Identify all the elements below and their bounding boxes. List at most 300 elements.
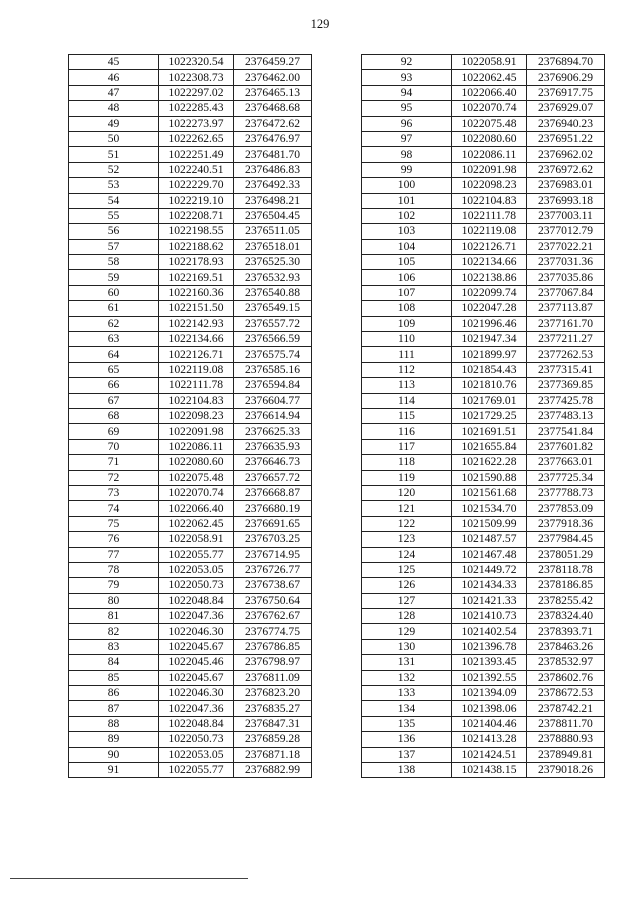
point-number-cell: 126 — [362, 578, 452, 593]
y-coordinate-cell: 2376575.74 — [234, 347, 312, 362]
point-number-cell: 110 — [362, 332, 452, 347]
table-row — [69, 639, 312, 654]
x-coordinate-cell: 1022138.86 — [452, 270, 527, 285]
x-coordinate-cell: 1021509.99 — [452, 516, 527, 531]
y-coordinate-cell: 2378742.21 — [527, 701, 605, 716]
point-number-cell: 98 — [362, 147, 452, 162]
point-number-cell: 122 — [362, 516, 452, 531]
point-number-cell: 80 — [69, 593, 159, 608]
x-coordinate-cell: 1022119.08 — [159, 362, 234, 377]
x-coordinate-cell: 1022178.93 — [159, 255, 234, 270]
y-coordinate-cell: 2377918.36 — [527, 516, 605, 531]
x-coordinate-cell: 1022045.46 — [159, 655, 234, 670]
table-row — [69, 224, 312, 239]
point-number-cell: 135 — [362, 716, 452, 731]
x-coordinate-cell: 1021487.57 — [452, 532, 527, 547]
x-coordinate-cell: 1021404.46 — [452, 716, 527, 731]
table-row — [362, 362, 605, 377]
y-coordinate-cell: 2376835.27 — [234, 701, 312, 716]
y-coordinate-cell: 2377035.86 — [527, 270, 605, 285]
y-coordinate-cell: 2376498.21 — [234, 193, 312, 208]
y-coordinate-cell: 2378811.70 — [527, 716, 605, 731]
y-coordinate-cell: 2376540.88 — [234, 285, 312, 300]
table-row — [69, 609, 312, 624]
y-coordinate-cell: 2376504.45 — [234, 208, 312, 223]
point-number-cell: 60 — [69, 285, 159, 300]
table-row — [69, 701, 312, 716]
table-row — [362, 624, 605, 639]
x-coordinate-cell: 1022098.23 — [452, 178, 527, 193]
x-coordinate-cell: 1022126.71 — [452, 239, 527, 254]
point-number-cell: 91 — [69, 762, 159, 777]
point-number-cell: 65 — [69, 362, 159, 377]
table-row — [362, 131, 605, 146]
x-coordinate-cell: 1021396.78 — [452, 639, 527, 654]
coordinates-table-left — [68, 54, 312, 778]
x-coordinate-cell: 1022080.60 — [159, 455, 234, 470]
table-row — [362, 193, 605, 208]
table-row — [69, 101, 312, 116]
table-row — [362, 285, 605, 300]
y-coordinate-cell: 2376798.97 — [234, 655, 312, 670]
table-row — [362, 639, 605, 654]
point-number-cell: 85 — [69, 670, 159, 685]
point-number-cell: 83 — [69, 639, 159, 654]
table-row — [69, 408, 312, 423]
point-number-cell: 47 — [69, 85, 159, 100]
table-row — [69, 301, 312, 316]
x-coordinate-cell: 1021622.28 — [452, 455, 527, 470]
y-coordinate-cell: 2377012.79 — [527, 224, 605, 239]
point-number-cell: 119 — [362, 470, 452, 485]
table-row — [69, 455, 312, 470]
point-number-cell: 102 — [362, 208, 452, 223]
x-coordinate-cell: 1022075.48 — [452, 116, 527, 131]
point-number-cell: 73 — [69, 485, 159, 500]
point-number-cell: 86 — [69, 686, 159, 701]
table-row — [69, 439, 312, 454]
x-coordinate-cell: 1022066.40 — [452, 85, 527, 100]
table-row — [69, 178, 312, 193]
point-number-cell: 116 — [362, 424, 452, 439]
x-coordinate-cell: 1022104.83 — [452, 193, 527, 208]
point-number-cell: 51 — [69, 147, 159, 162]
table-row — [69, 162, 312, 177]
x-coordinate-cell: 1022262.65 — [159, 131, 234, 146]
point-number-cell: 118 — [362, 455, 452, 470]
y-coordinate-cell: 2376750.64 — [234, 593, 312, 608]
x-coordinate-cell: 1022047.28 — [452, 301, 527, 316]
y-coordinate-cell: 2376871.18 — [234, 747, 312, 762]
y-coordinate-cell: 2376929.07 — [527, 101, 605, 116]
x-coordinate-cell: 1021947.34 — [452, 332, 527, 347]
point-number-cell: 127 — [362, 593, 452, 608]
y-coordinate-cell: 2376472.62 — [234, 116, 312, 131]
y-coordinate-cell: 2376481.70 — [234, 147, 312, 162]
x-coordinate-cell: 1021434.33 — [452, 578, 527, 593]
table-row — [69, 393, 312, 408]
x-coordinate-cell: 1022058.91 — [452, 55, 527, 70]
x-coordinate-cell: 1021561.68 — [452, 485, 527, 500]
y-coordinate-cell: 2376614.94 — [234, 408, 312, 423]
point-number-cell: 79 — [69, 578, 159, 593]
y-coordinate-cell: 2376823.20 — [234, 686, 312, 701]
table-row — [69, 55, 312, 70]
x-coordinate-cell: 1022050.73 — [159, 578, 234, 593]
x-coordinate-cell: 1022098.23 — [159, 408, 234, 423]
y-coordinate-cell: 2377788.73 — [527, 485, 605, 500]
x-coordinate-cell: 1021393.45 — [452, 655, 527, 670]
y-coordinate-cell: 2377161.70 — [527, 316, 605, 331]
table-row — [69, 716, 312, 731]
point-number-cell: 136 — [362, 732, 452, 747]
point-number-cell: 52 — [69, 162, 159, 177]
y-coordinate-cell: 2376847.31 — [234, 716, 312, 731]
point-number-cell: 72 — [69, 470, 159, 485]
y-coordinate-cell: 2377425.78 — [527, 393, 605, 408]
y-coordinate-cell: 2377663.01 — [527, 455, 605, 470]
point-number-cell: 121 — [362, 501, 452, 516]
point-number-cell: 108 — [362, 301, 452, 316]
x-coordinate-cell: 1022046.30 — [159, 686, 234, 701]
x-coordinate-cell: 1021394.09 — [452, 686, 527, 701]
table-row — [362, 501, 605, 516]
x-coordinate-cell: 1022169.51 — [159, 270, 234, 285]
x-coordinate-cell: 1022086.11 — [452, 147, 527, 162]
point-number-cell: 69 — [69, 424, 159, 439]
point-number-cell: 99 — [362, 162, 452, 177]
point-number-cell: 111 — [362, 347, 452, 362]
x-coordinate-cell: 1022048.84 — [159, 716, 234, 731]
x-coordinate-cell: 1022091.98 — [452, 162, 527, 177]
x-coordinate-cell: 1022055.77 — [159, 762, 234, 777]
table-row — [69, 255, 312, 270]
table-row — [362, 562, 605, 577]
y-coordinate-cell: 2377031.36 — [527, 255, 605, 270]
y-coordinate-cell: 2378602.76 — [527, 670, 605, 685]
point-number-cell: 112 — [362, 362, 452, 377]
point-number-cell: 49 — [69, 116, 159, 131]
point-number-cell: 117 — [362, 439, 452, 454]
x-coordinate-cell: 1022240.51 — [159, 162, 234, 177]
x-coordinate-cell: 1022047.36 — [159, 701, 234, 716]
table-row — [362, 747, 605, 762]
y-coordinate-cell: 2377262.53 — [527, 347, 605, 362]
table-row — [69, 501, 312, 516]
table-row — [69, 578, 312, 593]
point-number-cell: 128 — [362, 609, 452, 624]
y-coordinate-cell: 2376518.01 — [234, 239, 312, 254]
x-coordinate-cell: 1022273.97 — [159, 116, 234, 131]
point-number-cell: 124 — [362, 547, 452, 562]
table-row — [69, 285, 312, 300]
table-row — [69, 532, 312, 547]
y-coordinate-cell: 2378186.85 — [527, 578, 605, 593]
x-coordinate-cell: 1022070.74 — [159, 485, 234, 500]
x-coordinate-cell: 1022119.08 — [452, 224, 527, 239]
table-row — [69, 270, 312, 285]
table-row — [362, 455, 605, 470]
point-number-cell: 90 — [69, 747, 159, 762]
y-coordinate-cell: 2376459.27 — [234, 55, 312, 70]
y-coordinate-cell: 2377725.34 — [527, 470, 605, 485]
point-number-cell: 123 — [362, 532, 452, 547]
table-row — [362, 116, 605, 131]
table-row — [362, 701, 605, 716]
point-number-cell: 62 — [69, 316, 159, 331]
y-coordinate-cell: 2376604.77 — [234, 393, 312, 408]
point-number-cell: 68 — [69, 408, 159, 423]
x-coordinate-cell: 1022160.36 — [159, 285, 234, 300]
x-coordinate-cell: 1022308.73 — [159, 70, 234, 85]
point-number-cell: 114 — [362, 393, 452, 408]
table-row — [362, 516, 605, 531]
x-coordinate-cell: 1022045.67 — [159, 639, 234, 654]
x-coordinate-cell: 1022142.93 — [159, 316, 234, 331]
table-row — [362, 208, 605, 223]
point-number-cell: 61 — [69, 301, 159, 316]
point-number-cell: 82 — [69, 624, 159, 639]
y-coordinate-cell: 2377067.84 — [527, 285, 605, 300]
y-coordinate-cell: 2376468.68 — [234, 101, 312, 116]
table-row — [362, 439, 605, 454]
point-number-cell: 63 — [69, 332, 159, 347]
point-number-cell: 55 — [69, 208, 159, 223]
x-coordinate-cell: 1022048.84 — [159, 593, 234, 608]
point-number-cell: 71 — [69, 455, 159, 470]
y-coordinate-cell: 2376940.23 — [527, 116, 605, 131]
y-coordinate-cell: 2376462.00 — [234, 70, 312, 85]
table-row — [362, 270, 605, 285]
point-number-cell: 104 — [362, 239, 452, 254]
x-coordinate-cell: 1021590.88 — [452, 470, 527, 485]
point-number-cell: 130 — [362, 639, 452, 654]
table-row — [69, 762, 312, 777]
point-number-cell: 87 — [69, 701, 159, 716]
y-coordinate-cell: 2376859.28 — [234, 732, 312, 747]
point-number-cell: 59 — [69, 270, 159, 285]
y-coordinate-cell: 2378532.97 — [527, 655, 605, 670]
y-coordinate-cell: 2376917.75 — [527, 85, 605, 100]
table-row — [362, 485, 605, 500]
table-row — [362, 716, 605, 731]
y-coordinate-cell: 2377211.27 — [527, 332, 605, 347]
point-number-cell: 132 — [362, 670, 452, 685]
point-number-cell: 120 — [362, 485, 452, 500]
point-number-cell: 77 — [69, 547, 159, 562]
x-coordinate-cell: 1022126.71 — [159, 347, 234, 362]
x-coordinate-cell: 1022251.49 — [159, 147, 234, 162]
x-coordinate-cell: 1021392.55 — [452, 670, 527, 685]
table-row — [69, 85, 312, 100]
y-coordinate-cell: 2378051.29 — [527, 547, 605, 562]
point-number-cell: 106 — [362, 270, 452, 285]
table-row — [69, 378, 312, 393]
y-coordinate-cell: 2378672.53 — [527, 686, 605, 701]
y-coordinate-cell: 2378255.42 — [527, 593, 605, 608]
y-coordinate-cell: 2378949.81 — [527, 747, 605, 762]
point-number-cell: 109 — [362, 316, 452, 331]
table-row — [69, 362, 312, 377]
x-coordinate-cell: 1021729.25 — [452, 408, 527, 423]
x-coordinate-cell: 1022075.48 — [159, 470, 234, 485]
x-coordinate-cell: 1021810.76 — [452, 378, 527, 393]
x-coordinate-cell: 1022151.50 — [159, 301, 234, 316]
x-coordinate-cell: 1021438.15 — [452, 762, 527, 777]
y-coordinate-cell: 2376972.62 — [527, 162, 605, 177]
x-coordinate-cell: 1022050.73 — [159, 732, 234, 747]
point-number-cell: 101 — [362, 193, 452, 208]
table-row — [69, 624, 312, 639]
y-coordinate-cell: 2376566.59 — [234, 332, 312, 347]
point-number-cell: 66 — [69, 378, 159, 393]
y-coordinate-cell: 2376557.72 — [234, 316, 312, 331]
point-number-cell: 76 — [69, 532, 159, 547]
table-row — [362, 224, 605, 239]
y-coordinate-cell: 2376993.18 — [527, 193, 605, 208]
x-coordinate-cell: 1022062.45 — [159, 516, 234, 531]
point-number-cell: 107 — [362, 285, 452, 300]
table-row — [69, 332, 312, 347]
point-number-cell: 70 — [69, 439, 159, 454]
point-number-cell: 78 — [69, 562, 159, 577]
point-number-cell: 97 — [362, 131, 452, 146]
x-coordinate-cell: 1022134.66 — [159, 332, 234, 347]
point-number-cell: 129 — [362, 624, 452, 639]
table-row — [362, 239, 605, 254]
table-row — [362, 316, 605, 331]
y-coordinate-cell: 2376882.99 — [234, 762, 312, 777]
y-coordinate-cell: 2376786.85 — [234, 639, 312, 654]
x-coordinate-cell: 1021413.28 — [452, 732, 527, 747]
x-coordinate-cell: 1022047.36 — [159, 609, 234, 624]
x-coordinate-cell: 1022111.78 — [452, 208, 527, 223]
x-coordinate-cell: 1022297.02 — [159, 85, 234, 100]
table-row — [362, 85, 605, 100]
point-number-cell: 88 — [69, 716, 159, 731]
y-coordinate-cell: 2378393.71 — [527, 624, 605, 639]
point-number-cell: 50 — [69, 131, 159, 146]
y-coordinate-cell: 2376646.73 — [234, 455, 312, 470]
x-coordinate-cell: 1022134.66 — [452, 255, 527, 270]
table-row — [69, 516, 312, 531]
y-coordinate-cell: 2376703.25 — [234, 532, 312, 547]
x-coordinate-cell: 1022285.43 — [159, 101, 234, 116]
x-coordinate-cell: 1022229.70 — [159, 178, 234, 193]
y-coordinate-cell: 2376811.09 — [234, 670, 312, 685]
table-row — [69, 131, 312, 146]
y-coordinate-cell: 2376476.97 — [234, 131, 312, 146]
y-coordinate-cell: 2378463.26 — [527, 639, 605, 654]
table-row — [362, 655, 605, 670]
table-row — [69, 547, 312, 562]
y-coordinate-cell: 2376906.29 — [527, 70, 605, 85]
point-number-cell: 93 — [362, 70, 452, 85]
table-row — [69, 147, 312, 162]
table-row — [362, 408, 605, 423]
x-coordinate-cell: 1021769.01 — [452, 393, 527, 408]
point-number-cell: 95 — [362, 101, 452, 116]
y-coordinate-cell: 2376774.75 — [234, 624, 312, 639]
x-coordinate-cell: 1022104.83 — [159, 393, 234, 408]
y-coordinate-cell: 2377003.11 — [527, 208, 605, 223]
x-coordinate-cell: 1022086.11 — [159, 439, 234, 454]
y-coordinate-cell: 2377022.21 — [527, 239, 605, 254]
y-coordinate-cell: 2376525.30 — [234, 255, 312, 270]
x-coordinate-cell: 1022080.60 — [452, 131, 527, 146]
x-coordinate-cell: 1021410.73 — [452, 609, 527, 624]
table-row — [69, 670, 312, 685]
table-row — [362, 532, 605, 547]
x-coordinate-cell: 1021424.51 — [452, 747, 527, 762]
x-coordinate-cell: 1022046.30 — [159, 624, 234, 639]
table-row — [362, 686, 605, 701]
x-coordinate-cell: 1022058.91 — [159, 532, 234, 547]
x-coordinate-cell: 1022070.74 — [452, 101, 527, 116]
x-coordinate-cell: 1021534.70 — [452, 501, 527, 516]
table-row — [362, 70, 605, 85]
y-coordinate-cell: 2376962.02 — [527, 147, 605, 162]
point-number-cell: 64 — [69, 347, 159, 362]
table-row — [69, 655, 312, 670]
y-coordinate-cell: 2376465.13 — [234, 85, 312, 100]
table-row — [362, 147, 605, 162]
y-coordinate-cell: 2377984.45 — [527, 532, 605, 547]
table-row — [69, 593, 312, 608]
table-row — [362, 378, 605, 393]
table-row — [69, 193, 312, 208]
table-row — [69, 732, 312, 747]
table-row — [69, 562, 312, 577]
point-number-cell: 45 — [69, 55, 159, 70]
y-coordinate-cell: 2376585.16 — [234, 362, 312, 377]
x-coordinate-cell: 1021449.72 — [452, 562, 527, 577]
point-number-cell: 84 — [69, 655, 159, 670]
x-coordinate-cell: 1021398.06 — [452, 701, 527, 716]
table-row — [69, 424, 312, 439]
x-coordinate-cell: 1021655.84 — [452, 439, 527, 454]
point-number-cell: 74 — [69, 501, 159, 516]
point-number-cell: 100 — [362, 178, 452, 193]
y-coordinate-cell: 2377853.09 — [527, 501, 605, 516]
table-row — [362, 55, 605, 70]
table-row — [362, 762, 605, 777]
y-coordinate-cell: 2376738.67 — [234, 578, 312, 593]
table-row — [362, 101, 605, 116]
point-number-cell: 138 — [362, 762, 452, 777]
table-row — [362, 732, 605, 747]
x-coordinate-cell: 1022062.45 — [452, 70, 527, 85]
table-row — [69, 747, 312, 762]
point-number-cell: 113 — [362, 378, 452, 393]
x-coordinate-cell: 1022208.71 — [159, 208, 234, 223]
point-number-cell: 75 — [69, 516, 159, 531]
point-number-cell: 133 — [362, 686, 452, 701]
point-number-cell: 56 — [69, 224, 159, 239]
table-row — [362, 162, 605, 177]
table-row — [362, 670, 605, 685]
table-row — [362, 178, 605, 193]
x-coordinate-cell: 1022091.98 — [159, 424, 234, 439]
y-coordinate-cell: 2376726.77 — [234, 562, 312, 577]
point-number-cell: 57 — [69, 239, 159, 254]
table-row — [362, 578, 605, 593]
point-number-cell: 134 — [362, 701, 452, 716]
point-number-cell: 137 — [362, 747, 452, 762]
point-number-cell: 89 — [69, 732, 159, 747]
point-number-cell: 81 — [69, 609, 159, 624]
x-coordinate-cell: 1021402.54 — [452, 624, 527, 639]
